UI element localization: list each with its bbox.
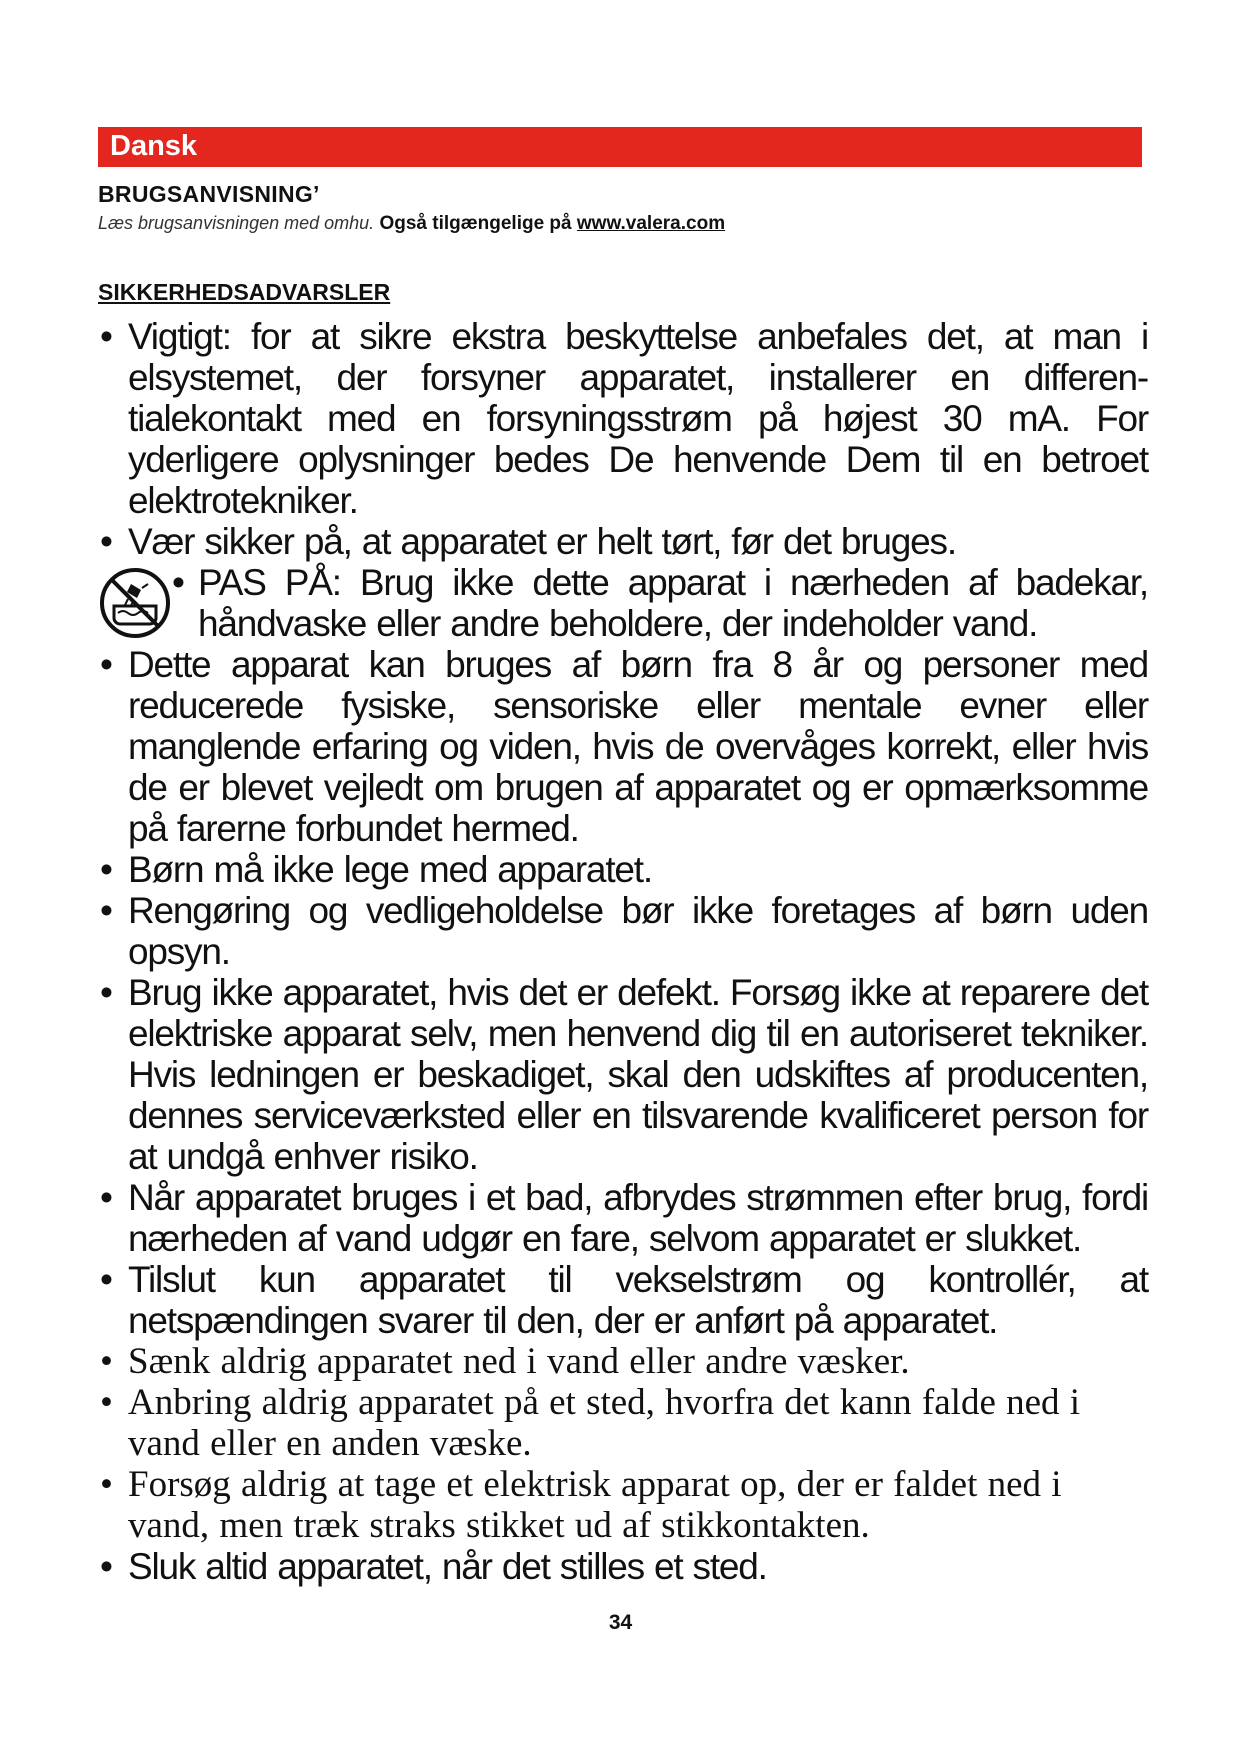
intro-line xyxy=(98,213,725,235)
list-item xyxy=(98,849,1148,890)
bullet: • xyxy=(100,1259,112,1300)
bullet: • xyxy=(172,562,184,603)
list-item xyxy=(98,1382,1148,1464)
bullet: • xyxy=(100,890,112,931)
list-item-text: Sænk aldrig apparatet ned i vand eller andre væsker. xyxy=(128,1341,910,1382)
list-item xyxy=(98,1341,1148,1382)
no-water-warning-icon xyxy=(98,566,172,640)
list-item-text: Tilslut kun apparatet til vekselstrøm og kontrollér, at netspændingen svarer til den, der er anført på apparatet. xyxy=(128,1259,1148,1341)
section-title: SIKKERHEDSADVARSLER xyxy=(98,279,391,305)
list-item xyxy=(98,644,1148,849)
list-item xyxy=(98,1464,1148,1546)
bullet: • xyxy=(100,1464,113,1505)
list-item-text: Brug ikke apparatet, hvis det er defekt. Forsøg ikke at reparere det elektriske apparat selv, men henvend dig til en autoriseret tekniker. Hvis ledningen er beskadiget, skal den udskiftes af producenten, dennes serviceværksted eller en tilsvarende kvalificeret person for at undgå enhver risiko. xyxy=(128,972,1148,1177)
bullet: • xyxy=(100,521,112,562)
list-item-text: PAS PÅ: Brug ikke dette apparat i nærheden af badekar, håndvaske eller andre beholdere, der indeholder vand. xyxy=(198,562,1148,644)
list-item xyxy=(98,1259,1148,1341)
page-number: 34 xyxy=(608,1611,633,1634)
bullet: • xyxy=(100,1177,112,1218)
bullet: • xyxy=(100,972,112,1013)
website-link[interactable]: www.valera.com xyxy=(576,213,726,234)
list-item-text: Forsøg aldrig at tage et elektrisk apparat op, der er faldet ned i vand, men træk straks stikket ud af stikkontakten. xyxy=(128,1464,1062,1546)
bullet: • xyxy=(100,1546,112,1587)
list-item-text: Rengøring og vedligeholdelse bør ikke foretages af børn uden opsyn. xyxy=(128,890,1148,972)
list-item xyxy=(98,521,1148,562)
bullet: • xyxy=(100,1341,113,1382)
bullet: • xyxy=(100,644,112,685)
bullet: • xyxy=(100,849,112,890)
list-item-text: Vær sikker på, at apparatet er helt tørt, før det bruges. xyxy=(128,521,956,562)
list-item xyxy=(98,1177,1148,1259)
document-title: BRUGSANVISNING’ xyxy=(98,181,320,207)
list-item-text: Anbring aldrig apparatet på et sted, hvorfra det kann falde ned i vand eller en anden væske. xyxy=(128,1382,1081,1464)
bullet: • xyxy=(100,1382,113,1423)
safety-warning-list xyxy=(98,316,1148,1587)
list-item-text: Når apparatet bruges i et bad, afbrydes strømmen efter brug, fordi nærheden af vand udgør en fare, selvom apparatet er slukket. xyxy=(128,1177,1148,1259)
list-item-text: Børn må ikke lege med apparatet. xyxy=(128,849,652,890)
intro-bold-text: Også tilgængelige på xyxy=(379,213,572,234)
list-item xyxy=(98,890,1148,972)
list-item xyxy=(98,316,1148,521)
language-label: Dansk xyxy=(110,130,198,162)
list-item-text: Dette apparat kan bruges af børn fra 8 år og personer med reducerede fysiske, sensoriske eller mentale evner eller manglende erfaring og viden, hvis de overvåges korrekt, eller hvis de er blevet vejledt om brugen af apparatet og er opmærksomme på farerne forbundet hermed. xyxy=(128,644,1148,849)
bullet: • xyxy=(100,316,112,357)
list-item-warning xyxy=(98,562,1148,644)
list-item xyxy=(98,1546,1148,1587)
language-header-band xyxy=(98,127,1142,167)
list-item xyxy=(98,972,1148,1177)
intro-italic-text: Læs brugsanvisningen med omhu. xyxy=(98,213,375,233)
list-item-text: Sluk altid apparatet, når det stilles et sted. xyxy=(128,1546,767,1587)
list-item-text: Vigtigt: for at sikre ekstra beskyttelse anbefales det, at man i elsystemet, der forsyner apparatet, installerer en differen-tialekontakt med en forsyningsstrøm på højest 30 mA. For yderligere oplysninger bedes De henvende Dem til en betroet elektrotekniker. xyxy=(128,316,1148,521)
